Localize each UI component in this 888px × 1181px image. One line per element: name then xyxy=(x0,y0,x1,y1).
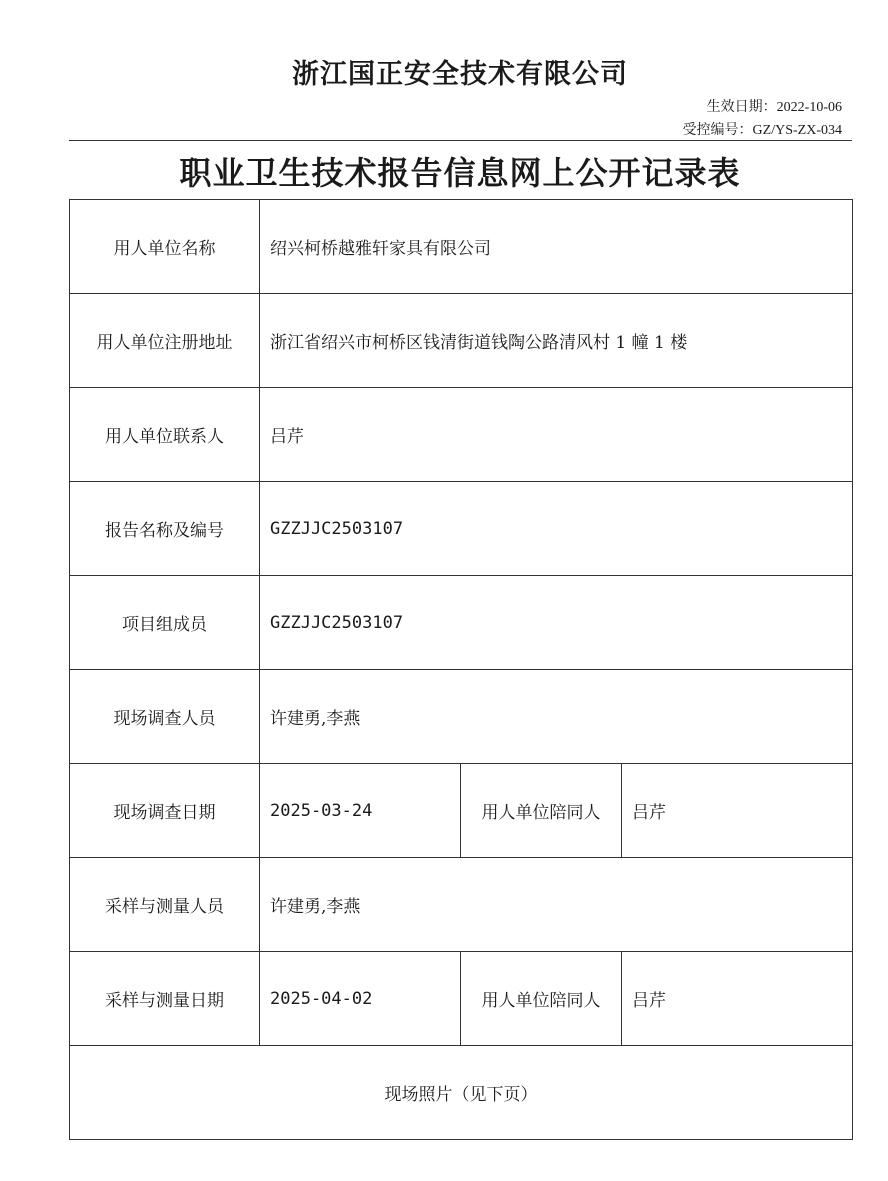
row-site-photos xyxy=(70,1046,853,1140)
sampling-staff-value: 许建勇,李燕 xyxy=(260,858,853,952)
control-number: 受控编号：GZ/YS-ZX-034 xyxy=(682,123,842,138)
row-project-members xyxy=(70,576,853,670)
row-sampling-staff xyxy=(70,858,853,952)
header-divider xyxy=(69,140,852,141)
row-report-name-number xyxy=(70,482,853,576)
sampling-staff-label: 采样与测量人员 xyxy=(70,858,260,952)
survey-escort-value: 吕芹 xyxy=(622,764,853,858)
project-members-value: GZZJJC2503107 xyxy=(260,576,853,670)
survey-escort-label: 用人单位陪同人 xyxy=(461,764,622,858)
employer-name-label: 用人单位名称 xyxy=(70,200,260,294)
contact-person-value: 吕芹 xyxy=(260,388,853,482)
effective-date: 生效日期：2022-10-06 xyxy=(706,100,842,115)
row-survey-staff xyxy=(70,670,853,764)
record-table xyxy=(69,199,853,1140)
survey-staff-value: 许建勇,李燕 xyxy=(260,670,853,764)
sampling-escort-value: 吕芹 xyxy=(622,952,853,1046)
survey-date-label: 现场调查日期 xyxy=(70,764,260,858)
employer-name-value: 绍兴柯桥越雅轩家具有限公司 xyxy=(260,200,853,294)
row-contact-person xyxy=(70,388,853,482)
row-registered-address xyxy=(70,294,853,388)
document-title: 职业卫生技术报告信息网上公开记录表 xyxy=(179,154,741,192)
sampling-date-value: 2025-04-02 xyxy=(260,952,461,1046)
row-survey-date xyxy=(70,764,853,858)
site-photos-note: 现场照片（见下页） xyxy=(70,1046,853,1140)
sampling-date-label: 采样与测量日期 xyxy=(70,952,260,1046)
project-members-label: 项目组成员 xyxy=(70,576,260,670)
company-name: 浙江国正安全技术有限公司 xyxy=(292,59,628,90)
report-name-number-label: 报告名称及编号 xyxy=(70,482,260,576)
survey-staff-label: 现场调查人员 xyxy=(70,670,260,764)
report-name-number-value: GZZJJC2503107 xyxy=(260,482,853,576)
registered-address-label: 用人单位注册地址 xyxy=(70,294,260,388)
sampling-escort-label: 用人单位陪同人 xyxy=(461,952,622,1046)
row-employer-name xyxy=(70,200,853,294)
survey-date-value: 2025-03-24 xyxy=(260,764,461,858)
contact-person-label: 用人单位联系人 xyxy=(70,388,260,482)
registered-address-value: 浙江省绍兴市柯桥区钱清街道钱陶公路清风村 1 幢 1 楼 xyxy=(260,294,853,388)
row-sampling-date xyxy=(70,952,853,1046)
